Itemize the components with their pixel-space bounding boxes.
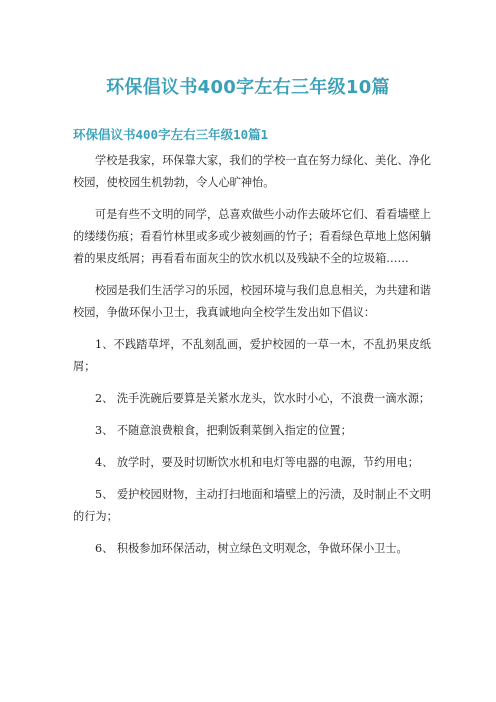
proposal-item-1: 1、不践踏草坪，不乱刻乱画，爱护校园的一草一木，不乱扔果皮纸屑；: [73, 338, 431, 373]
paragraph-problems: 可是有些不文明的同学，总喜欢做些小动作去破坏它们、看看墙壁上的缕缕伤痕；看看竹林里或多或少被刻画的竹子；看看绿色草地上悠闲躺着的果皮纸屑；再看看布面灰尘的饮水机以及残缺不全的垃圾箱……: [73, 208, 432, 265]
paragraph-appeal: 校园是我们生活学习的乐园，校园环境与我们息息相关，为共建和谐校园，争做环保小卫士，我真诚地向全校学生发出如下倡议：: [73, 284, 431, 319]
proposal-item-4: 4、 放学时，要及时切断饮水机和电灯等电器的电源，节约用电；: [95, 456, 419, 469]
proposal-item-3: 3、 不随意浪费粮食，把剩饭剩菜倒入指定的位置；: [95, 424, 352, 437]
paragraph-intro: 学校是我家，环保靠大家，我们的学校一直在努力绿化、美化、净化校园，使校园生机勃勃，令人心旷神怡。: [73, 154, 431, 189]
section-heading: 环保倡议书400字左右三年级10篇1: [73, 127, 269, 142]
page-title: 环保倡议书400字左右三年级10篇: [106, 77, 390, 98]
proposal-item-2: 2、 洗手洗碗后要算是关紧水龙头，饮水时小心，不浪费一滴水源；: [95, 392, 431, 405]
proposal-item-5: 5、 爱护校园财物，主动打扫地面和墙壁上的污渍，及时制止不文明的行为；: [73, 488, 431, 523]
proposal-item-6: 6、 积极参加环保活动，树立绿色文明观念，争做环保小卫士。: [95, 542, 408, 555]
document-body: [73, 150, 431, 568]
